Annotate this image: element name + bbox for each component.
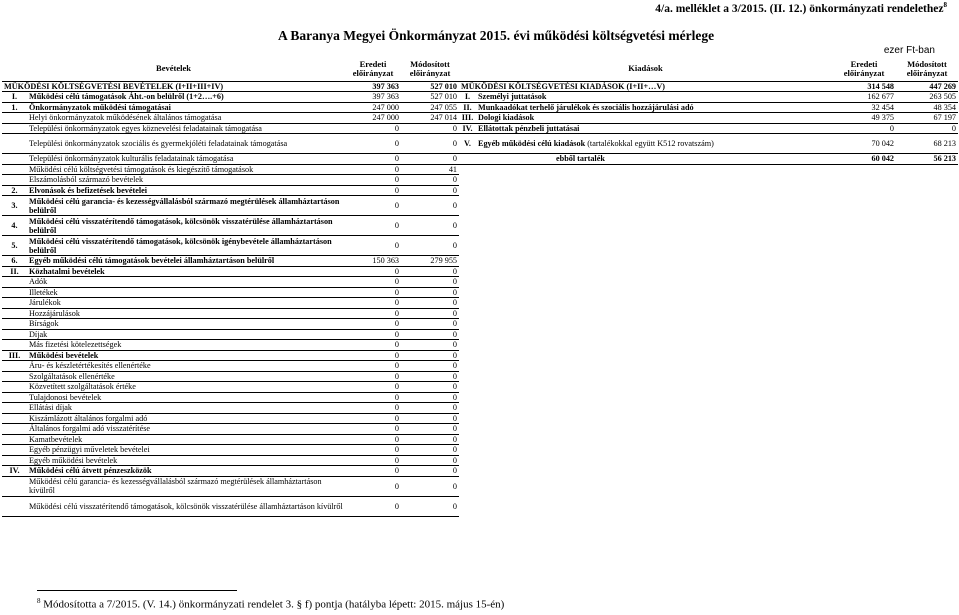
table-row: [2, 154, 958, 165]
row-number: [2, 424, 27, 435]
row-label: Áru- és készletértékesítés ellenértéke: [27, 361, 345, 372]
row-original: 247 000: [345, 102, 401, 113]
row-original: 0: [345, 277, 401, 288]
table-row: [2, 319, 958, 330]
empty-expense-cell: [459, 476, 958, 496]
empty-expense-cell: [459, 277, 958, 288]
row-original: 0: [345, 350, 401, 361]
row-modified: 0: [401, 175, 459, 186]
table-row: [2, 361, 958, 372]
expense-label: [476, 113, 832, 124]
row-modified: 0: [401, 196, 459, 216]
empty-expense-cell: [459, 164, 958, 175]
row-original: 0: [345, 403, 401, 414]
empty-expense-cell: [459, 455, 958, 466]
row-original: 0: [345, 154, 401, 165]
row-number: 6.: [2, 256, 27, 267]
row-label: Önkormányzatok működési támogatásai: [27, 102, 345, 113]
row-original: 0: [345, 298, 401, 309]
expense-original: 32 454: [832, 102, 896, 113]
row-modified: 0: [401, 496, 459, 516]
table-row: [2, 196, 958, 216]
row-original: 0: [345, 308, 401, 319]
empty-expense-cell: [459, 196, 958, 216]
header-modified: Módosított előirányzat: [401, 57, 459, 81]
budget-balance-table: [2, 57, 958, 517]
row-number: [2, 113, 27, 124]
row-original: 0: [345, 134, 401, 154]
row-label: Hozzájárulások: [27, 308, 345, 319]
row-number: [2, 154, 27, 165]
empty-expense-cell: [459, 361, 958, 372]
footnote: $^8$ Módosította a 7/2015. (V. 14.) önkormányzati rendelet 3. § f) pontja (hatályba lépett: 2015. május 15-én): [37, 597, 505, 611]
table-row: [2, 123, 958, 134]
row-original: 247 000: [345, 113, 401, 124]
empty-expense-cell: [459, 175, 958, 186]
row-number: [2, 371, 27, 382]
table-row: [2, 403, 958, 414]
row-label: Egyéb pénzügyi műveletek bevételei: [27, 445, 345, 456]
row-modified: 279 955: [401, 256, 459, 267]
row-modified: 0: [401, 424, 459, 435]
row-modified: 0: [401, 154, 459, 165]
row-original: 0: [345, 466, 401, 477]
row-modified: 0: [401, 350, 459, 361]
row-number: [2, 329, 27, 340]
row-label: Szolgáltatások ellenértéke: [27, 371, 345, 382]
empty-expense-cell: [459, 466, 958, 477]
unit-label: ezer Ft-ban: [883, 45, 935, 56]
row-label: Elszámolásból származó bevételek: [27, 175, 345, 186]
footnote-divider: [37, 590, 237, 591]
row-number: 1.: [2, 102, 27, 113]
row-label: Elvonások és befizetések bevételei: [27, 185, 345, 196]
empty-expense-cell: [459, 266, 958, 277]
row-modified: 0: [401, 216, 459, 236]
expense-label: [476, 154, 832, 165]
row-number: [2, 476, 27, 496]
row-original: 0: [345, 413, 401, 424]
row-modified: 0: [401, 185, 459, 196]
row-modified: 0: [401, 266, 459, 277]
expense-number: I.: [459, 92, 476, 103]
expense-modified: 56 213: [896, 154, 958, 165]
empty-expense-cell: [459, 185, 958, 196]
row-original: 0: [345, 382, 401, 393]
expense-original: 70 042: [832, 134, 896, 154]
expense-modified: 0: [896, 123, 958, 134]
expense-total-original: 314 548: [832, 81, 896, 92]
row-label: Közhatalmi bevételek: [27, 266, 345, 277]
row-label: Működési célú visszatérítendő támogatások, kölcsönök visszatérülése államháztartáson kívülről: [27, 496, 345, 516]
row-modified: 0: [401, 445, 459, 456]
table-row: [2, 496, 958, 516]
table-row: [2, 277, 958, 288]
expense-label-main: Munkaadókat terhelő járulékok és szociális hozzájárulási adó: [478, 102, 694, 112]
income-total-label: MŰKÖDÉSI KÖLTSÉGVETÉSI BEVÉTELEK (I+II+III+IV): [2, 81, 345, 92]
row-label: Helyi önkormányzatok működésének általános támogatása: [27, 113, 345, 124]
row-label: Működési bevételek: [27, 350, 345, 361]
header-income: Bevételek: [2, 57, 345, 81]
row-label: Járulékok: [27, 298, 345, 309]
empty-expense-cell: [459, 496, 958, 516]
row-modified: 0: [401, 329, 459, 340]
header-original-2: Eredeti előirányzat: [832, 57, 896, 81]
row-number: IV.: [2, 466, 27, 477]
row-label: Működési célú támogatások Áht.-on belülről (1+2….+6): [27, 92, 345, 103]
page-title: A Baranya Megyei Önkormányzat 2015. évi működési költségvetési mérlege: [278, 28, 715, 43]
expense-label-main: Ellátottak pénzbeli juttatásai: [478, 123, 580, 133]
row-label: Működési célú átvett pénzeszközök: [27, 466, 345, 477]
expense-label-main: Személyi juttatások: [478, 92, 547, 102]
row-number: [2, 123, 27, 134]
table-row: [2, 216, 958, 236]
row-original: 150 363: [345, 256, 401, 267]
row-number: [2, 134, 27, 154]
empty-expense-cell: [459, 434, 958, 445]
annex-reference: 4/a. melléklet a 3/2015. (II. 12.) önkormányzati rendelethez$^8$: [655, 1, 947, 15]
empty-expense-cell: [459, 216, 958, 236]
row-number: [2, 445, 27, 456]
table-row: [2, 466, 958, 477]
empty-expense-cell: [459, 413, 958, 424]
row-label: Működési célú költségvetési támogatások és kiegészítő támogatások: [27, 164, 345, 175]
empty-expense-cell: [459, 298, 958, 309]
row-label: Működési célú garancia- és kezességvállalásból származó megtérülések államháztartáson belülről: [27, 196, 345, 216]
table-row: [2, 476, 958, 496]
empty-expense-cell: [459, 308, 958, 319]
row-label: Illetékek: [27, 287, 345, 298]
row-original: 0: [345, 434, 401, 445]
row-label: Adók: [27, 277, 345, 288]
row-original: 0: [345, 340, 401, 351]
table-row: [2, 340, 958, 351]
row-label: Közvetített szolgáltatások értéke: [27, 382, 345, 393]
table-row: [2, 113, 958, 124]
row-modified: 0: [401, 403, 459, 414]
row-original: 0: [345, 445, 401, 456]
income-total-modified: 527 010: [401, 81, 459, 92]
row-modified: 0: [401, 298, 459, 309]
empty-expense-cell: [459, 371, 958, 382]
row-number: [2, 298, 27, 309]
table-row: [2, 92, 958, 103]
row-label: Települési önkormányzatok kulturális feladatainak támogatása: [27, 154, 345, 165]
row-original: 0: [345, 496, 401, 516]
row-label: Működési célú visszatérítendő támogatások, kölcsönök igénybevétele államháztartáson belülről: [27, 236, 345, 256]
row-original: 0: [345, 216, 401, 236]
row-modified: 0: [401, 319, 459, 330]
row-original: 0: [345, 455, 401, 466]
empty-expense-cell: [459, 319, 958, 330]
header-modified-2: Módosított előirányzat: [896, 57, 958, 81]
expense-label: [476, 102, 832, 113]
row-original: 0: [345, 476, 401, 496]
expense-number: V.: [459, 134, 476, 154]
row-modified: 527 010: [401, 92, 459, 103]
row-modified: 0: [401, 308, 459, 319]
row-modified: 247 055: [401, 102, 459, 113]
empty-expense-cell: [459, 329, 958, 340]
row-number: [2, 308, 27, 319]
expense-number: II.: [459, 102, 476, 113]
row-original: 397 363: [345, 92, 401, 103]
table-row: [2, 266, 958, 277]
table-row: [2, 308, 958, 319]
row-label: Tulajdonosi bevételek: [27, 392, 345, 403]
table-header-row: [2, 57, 958, 81]
expense-number: [459, 154, 476, 165]
row-number: [2, 277, 27, 288]
row-original: 0: [345, 287, 401, 298]
table-row: [2, 175, 958, 186]
row-modified: 0: [401, 466, 459, 477]
row-number: I.: [2, 92, 27, 103]
row-original: 0: [345, 175, 401, 186]
empty-expense-cell: [459, 445, 958, 456]
row-modified: 0: [401, 340, 459, 351]
expense-modified: 67 197: [896, 113, 958, 124]
table-row: [2, 392, 958, 403]
row-modified: 0: [401, 476, 459, 496]
table-row: [2, 102, 958, 113]
empty-expense-cell: [459, 256, 958, 267]
row-original: 0: [345, 185, 401, 196]
row-label: Ellátási díjak: [27, 403, 345, 414]
expense-total-label: MŰKÖDÉSI KÖLTSÉGVETÉSI KIADÁSOK (I+II+…V): [459, 81, 832, 92]
row-modified: 0: [401, 123, 459, 134]
row-number: [2, 340, 27, 351]
empty-expense-cell: [459, 350, 958, 361]
row-modified: 0: [401, 434, 459, 445]
expense-modified: 68 213: [896, 134, 958, 154]
table-row: [2, 329, 958, 340]
table-row: [2, 256, 958, 267]
row-label: Települési önkormányzatok egyes köznevelési feladatainak támogatása: [27, 123, 345, 134]
table-row: [2, 382, 958, 393]
table-row: [2, 236, 958, 256]
row-modified: 41: [401, 164, 459, 175]
row-number: [2, 403, 27, 414]
row-label: Kamatbevételek: [27, 434, 345, 445]
table-row: [2, 185, 958, 196]
table-row: [2, 134, 958, 154]
expense-label-main: Dologi kiadások: [478, 113, 535, 123]
table-row: [2, 455, 958, 466]
row-number: 3.: [2, 196, 27, 216]
empty-expense-cell: [459, 236, 958, 256]
table-row: [2, 445, 958, 456]
row-label: Működési célú garancia- és kezességvállalásból származó megtérülések államháztartáson kívülről: [27, 476, 345, 496]
row-number: [2, 413, 27, 424]
row-original: 0: [345, 266, 401, 277]
row-modified: 0: [401, 134, 459, 154]
row-original: 0: [345, 424, 401, 435]
row-number: [2, 164, 27, 175]
row-modified: 0: [401, 361, 459, 372]
expense-original: 162 677: [832, 92, 896, 103]
expense-modified: 263 505: [896, 92, 958, 103]
row-number: [2, 319, 27, 330]
empty-expense-cell: [459, 392, 958, 403]
row-number: 5.: [2, 236, 27, 256]
row-original: 0: [345, 319, 401, 330]
row-modified: 0: [401, 392, 459, 403]
table-row: [2, 298, 958, 309]
row-modified: 0: [401, 413, 459, 424]
table-row: [2, 424, 958, 435]
row-label: Kiszámlázott általános forgalmi adó: [27, 413, 345, 424]
expense-original: 49 375: [832, 113, 896, 124]
empty-expense-cell: [459, 340, 958, 351]
row-number: 2.: [2, 185, 27, 196]
row-original: 0: [345, 123, 401, 134]
table-row: [2, 164, 958, 175]
totals-row: [2, 81, 958, 92]
row-modified: 0: [401, 455, 459, 466]
row-original: 0: [345, 164, 401, 175]
row-number: [2, 392, 27, 403]
row-number: 4.: [2, 216, 27, 236]
row-number: III.: [2, 350, 27, 361]
empty-expense-cell: [459, 382, 958, 393]
row-original: 0: [345, 361, 401, 372]
expense-original: 60 042: [832, 154, 896, 165]
row-original: 0: [345, 371, 401, 382]
expense-number: IV.: [459, 123, 476, 134]
expense-label-note: (tartalékokkal együtt K512 rovatszám): [587, 139, 714, 148]
empty-expense-cell: [459, 287, 958, 298]
row-number: [2, 175, 27, 186]
empty-expense-cell: [459, 403, 958, 414]
row-label: Bírságok: [27, 319, 345, 330]
expense-modified: 48 354: [896, 102, 958, 113]
row-label: Működési célú visszatérítendő támogatások, kölcsönök visszatérülése államháztartáson belülről: [27, 216, 345, 236]
row-number: [2, 434, 27, 445]
row-number: II.: [2, 266, 27, 277]
expense-label-main: ebből tartalék: [556, 154, 605, 164]
expense-number: III.: [459, 113, 476, 124]
row-modified: 247 014: [401, 113, 459, 124]
row-original: 0: [345, 392, 401, 403]
row-modified: 0: [401, 236, 459, 256]
row-number: [2, 361, 27, 372]
table-row: [2, 413, 958, 424]
header-expense: Kiadások: [459, 57, 832, 81]
empty-expense-cell: [459, 424, 958, 435]
expense-total-modified: 447 269: [896, 81, 958, 92]
row-original: 0: [345, 196, 401, 216]
row-modified: 0: [401, 287, 459, 298]
table-row: [2, 350, 958, 361]
row-label: Díjak: [27, 329, 345, 340]
table-row: [2, 371, 958, 382]
row-modified: 0: [401, 371, 459, 382]
expense-label: [476, 123, 832, 134]
row-label: Általános forgalmi adó visszatérítése: [27, 424, 345, 435]
row-label: Települési önkormányzatok szociális és gyermekjóléti feladatainak támogatása: [27, 134, 345, 154]
row-label: Egyéb működési bevételek: [27, 455, 345, 466]
income-total-original: 397 363: [345, 81, 401, 92]
expense-label: [476, 92, 832, 103]
row-number: [2, 496, 27, 516]
expense-label: [476, 134, 832, 154]
row-label: Egyéb működési célú támogatások bevételei államháztartáson belülről: [27, 256, 345, 267]
row-number: [2, 382, 27, 393]
row-original: 0: [345, 329, 401, 340]
table-row: [2, 434, 958, 445]
row-label: Más fizetési kötelezettségek: [27, 340, 345, 351]
table-row: [2, 287, 958, 298]
row-number: [2, 287, 27, 298]
row-modified: 0: [401, 277, 459, 288]
expense-original: 0: [832, 123, 896, 134]
expense-label-main: Egyéb működési célú kiadások: [478, 139, 586, 148]
row-original: 0: [345, 236, 401, 256]
row-number: [2, 455, 27, 466]
header-original: Eredeti előirányzat: [345, 57, 401, 81]
row-modified: 0: [401, 382, 459, 393]
